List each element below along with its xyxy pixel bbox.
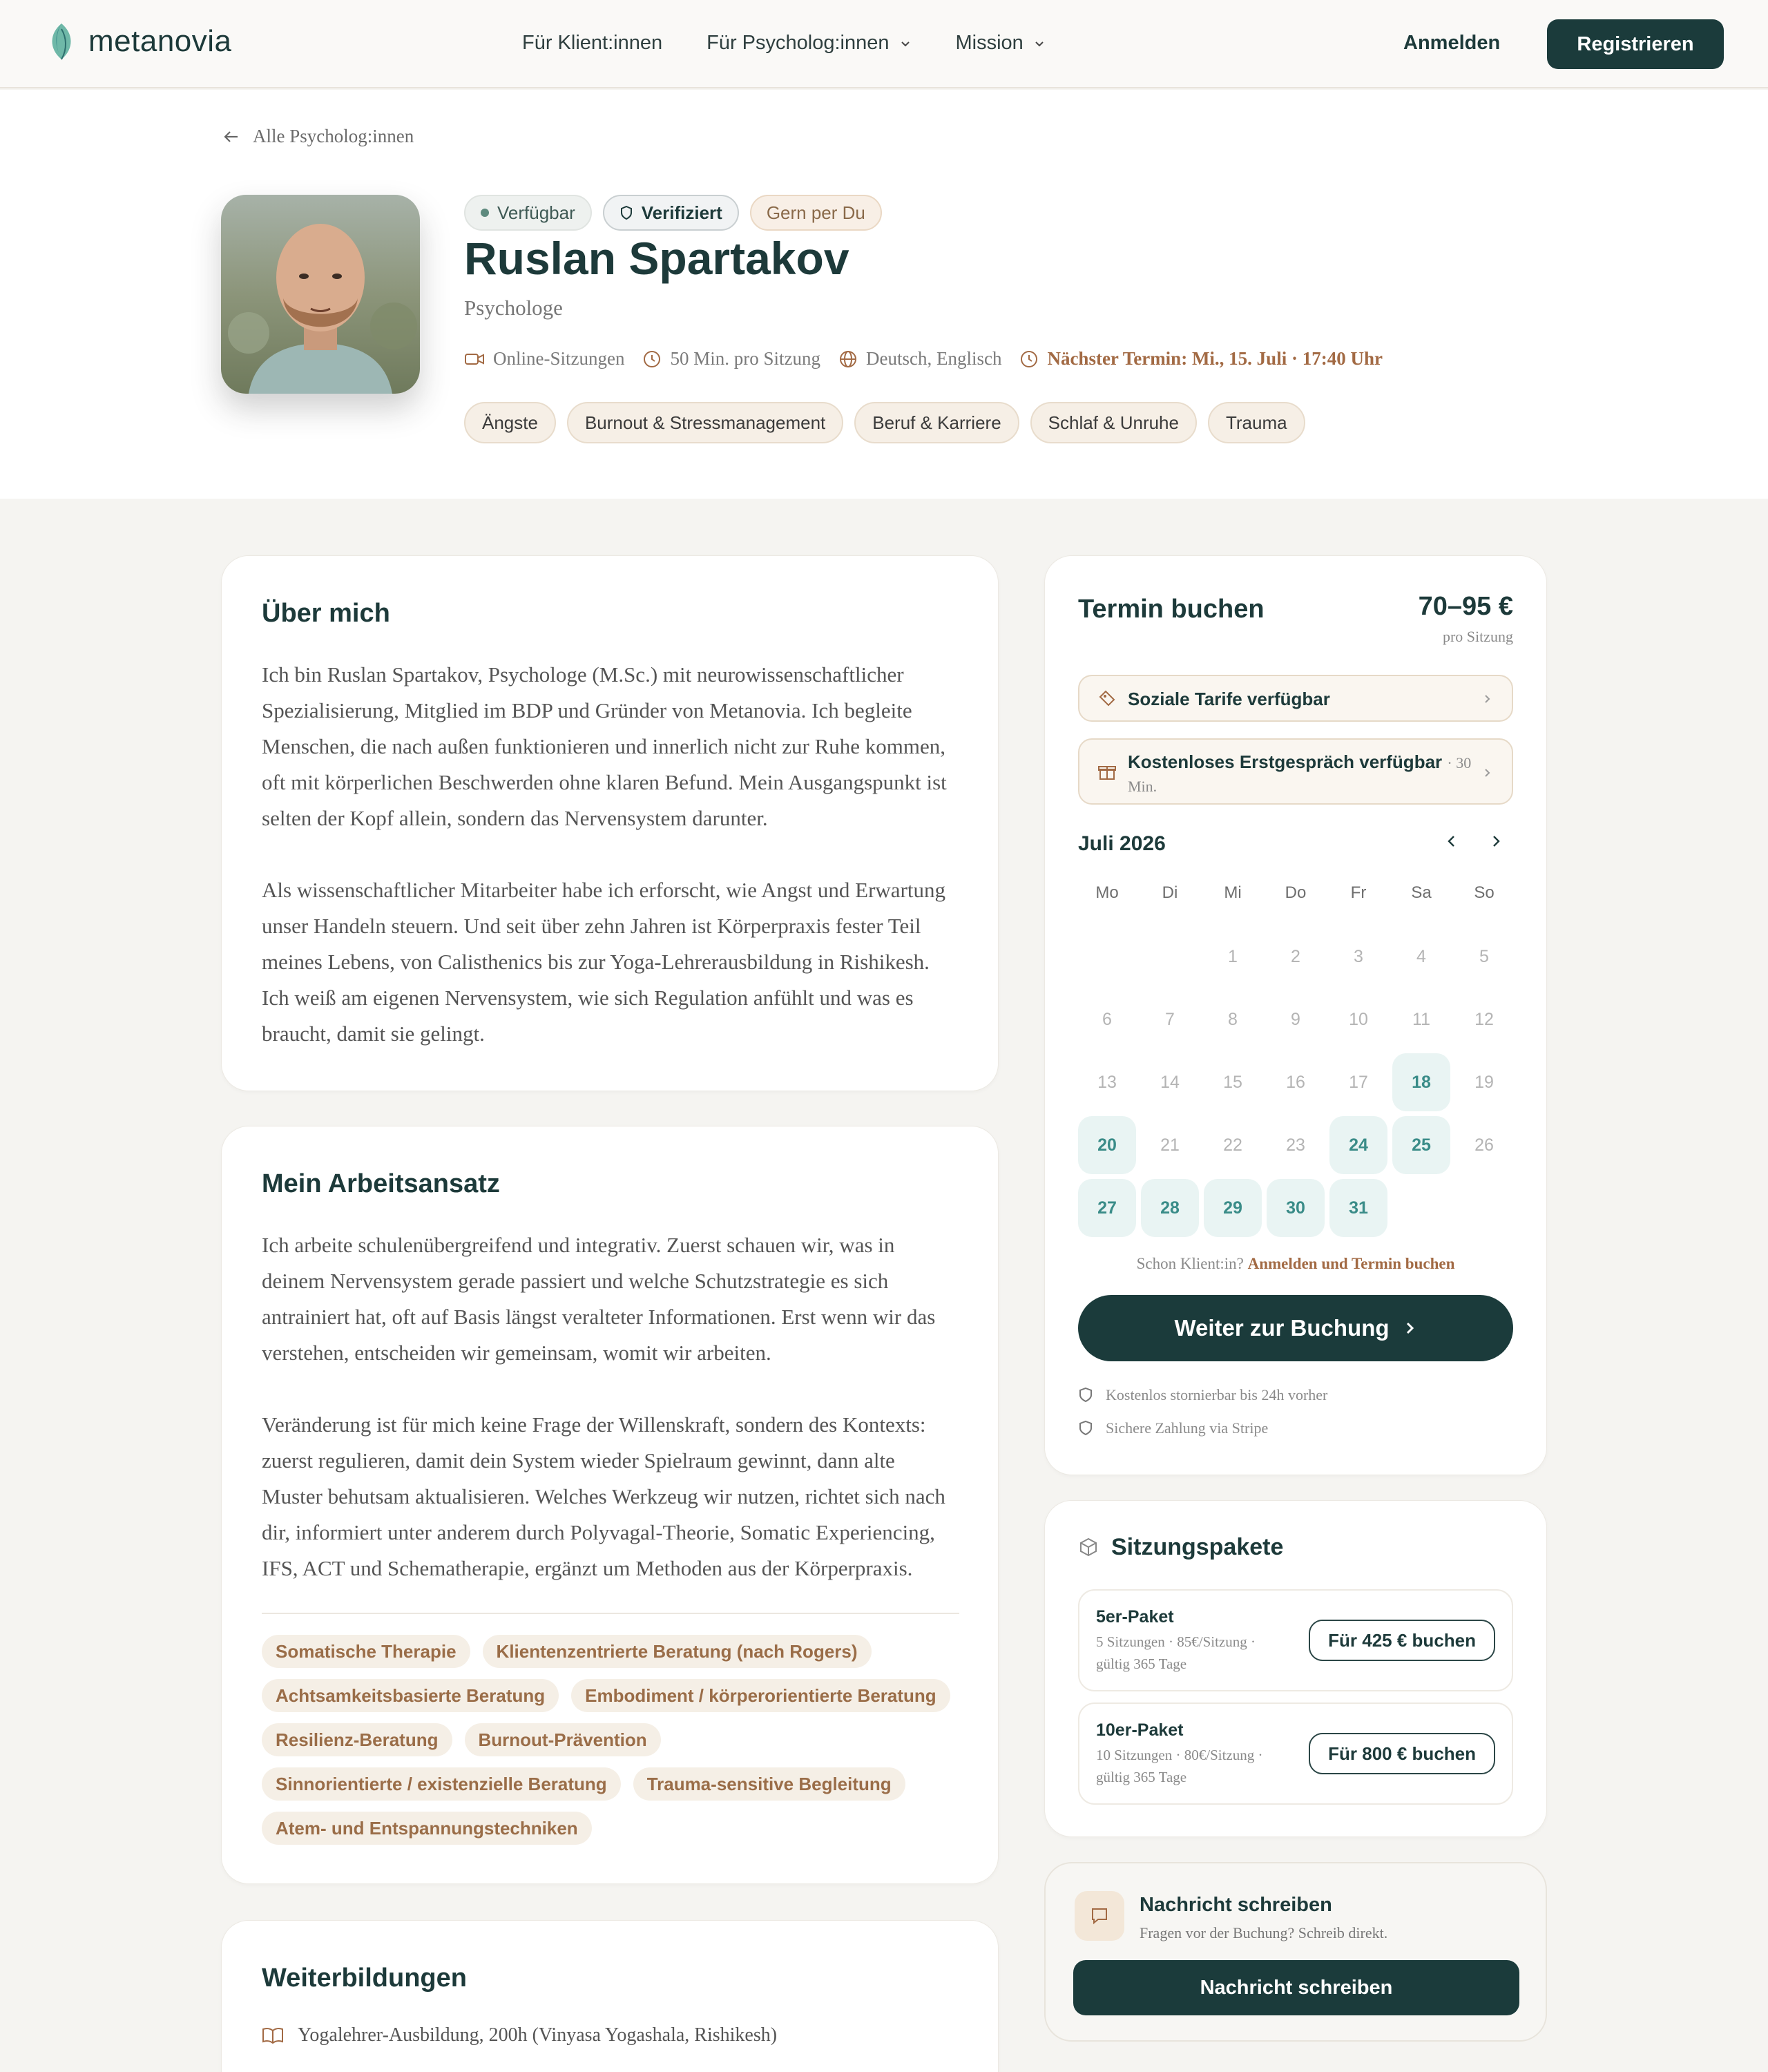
calendar-month: Juli 2026 [1078,832,1166,855]
section-title: Über mich [262,599,390,628]
chevron-right-icon[interactable] [1486,831,1506,852]
login-link[interactable]: Anmelden [1403,32,1501,54]
calendar-day: 6 [1102,1009,1112,1029]
calendar-day-available[interactable]: 31 [1329,1179,1387,1237]
meta-next-appointment [1019,348,1383,370]
main-nav [522,32,1046,55]
logo-text: metanovia [88,24,232,58]
nav-item-mission[interactable] [956,32,1046,55]
free-call-row[interactable] [1078,738,1513,805]
calendar-day-available[interactable]: 20 [1078,1116,1136,1174]
chat-icon [1075,1891,1124,1941]
clock-icon [642,349,662,369]
book-icon [262,2026,284,2044]
calendar-day: 10 [1349,1009,1368,1029]
about-card [221,555,999,1091]
weekday-label: Sa [1411,883,1432,902]
badge-label: Verfügbar [497,202,575,223]
calendar-day: 19 [1474,1072,1494,1092]
method-chip: Burnout-Prävention [465,1723,661,1756]
price: 70–95 € [1418,592,1513,621]
weekday-label: Do [1285,883,1307,902]
calendar-day: 17 [1349,1072,1368,1092]
meta-format [464,348,624,370]
about-paragraph: Als wissenschaftlicher Mitarbeiter habe ich erforscht, wie Angst und Erwartung unser Handeln steuern. Und seit über zehn Jahren ist Körperpraxis fester Teil meines Lebens, von Calisthenics bis zur Yoga-Lehrerausbildung in Rishikesh. Ich weiß am eigenen Nervensystem, wie sich Regulation anfühlt und was es braucht, damit sie gelingt. [262,878,945,1046]
offer-label: Soziale Tarife verfügbar [1128,689,1330,709]
book-package-button[interactable]: Für 425 € buchen [1309,1620,1495,1661]
page-title: Ruslan Spartakov [464,233,849,284]
back-link[interactable] [222,126,414,147]
training-item [262,2024,777,2046]
top-navigation [0,0,1768,88]
back-label: Alle Psycholog:innen [253,126,414,146]
nav-label: Für Psycholog:innen [707,32,890,54]
status-badges [464,195,882,231]
calendar-day: 5 [1479,946,1489,966]
meta-label: 50 Min. pro Sitzung [670,348,820,369]
calendar-day: 16 [1286,1072,1305,1092]
weekday-label: Fr [1350,883,1367,902]
message-subtitle: Fragen vor der Buchung? Schreib direkt. [1140,1924,1388,1941]
topic-tag: Trauma [1208,402,1305,443]
package-item [1078,1702,1513,1805]
du-badge [750,195,882,231]
method-chip: Resilienz-Beratung [262,1723,452,1756]
section-title: Weiterbildungen [262,1964,467,1993]
status-dot-icon [481,209,489,217]
badge-label: Gern per Du [766,202,865,223]
booking-card [1044,555,1547,1475]
weekday-label: Mo [1095,883,1119,902]
book-package-button[interactable]: Für 800 € buchen [1309,1733,1495,1774]
gift-icon [1097,762,1117,781]
verified-badge [603,195,739,231]
calendar-day: 4 [1416,946,1426,966]
calendar-day: 12 [1474,1009,1494,1029]
login-book-link[interactable]: Anmelden und Termin buchen [1247,1255,1455,1272]
logo[interactable] [46,21,232,62]
method-chip: Trauma-sensitive Begleitung [633,1767,905,1801]
weekday-label: Mi [1224,883,1242,902]
calendar-day: 7 [1165,1009,1175,1029]
note-label: Sichere Zahlung via Stripe [1106,1419,1269,1437]
calendar-day-available[interactable]: 28 [1141,1179,1199,1237]
calendar-day: 1 [1228,946,1238,966]
calendar-day: 21 [1160,1135,1180,1155]
ticket-icon [1097,689,1117,708]
section-title: Mein Arbeitsansatz [262,1169,500,1198]
method-chip: Somatische Therapie [262,1635,470,1668]
free-call-duration: · 30 [1447,754,1472,771]
arrow-left-icon [222,128,240,146]
chevron-down-icon [1033,37,1046,50]
badge-label: Verifiziert [641,202,722,223]
note-label: Kostenlos stornierbar bis 24h vorher [1106,1386,1328,1403]
nav-label: Für Klient:innen [522,32,663,54]
package-icon [1078,1537,1099,1557]
calendar-day: 9 [1291,1009,1300,1029]
already-client-note [1045,1255,1546,1273]
globe-icon [838,349,858,369]
meta-label: Deutsch, Englisch [865,348,1002,369]
method-chip: Achtsamkeitsbasierte Beratung [262,1679,559,1712]
topic-tags [464,402,1305,443]
package-item [1078,1589,1513,1691]
payment-note [1078,1419,1268,1437]
clock-icon [1019,349,1039,369]
package-name: 10er-Paket [1096,1720,1184,1740]
free-call-label: Kostenloses Erstgespräch verfügbar [1128,751,1443,772]
social-tariff-row[interactable] [1078,675,1513,722]
training-label: Yogalehrer-Ausbildung, 200h (Vinyasa Yogashala, Rishikesh) [298,2024,778,2046]
free-call-unit: Min. [1128,778,1157,795]
nav-item-clients[interactable] [522,32,662,55]
approach-card [221,1126,999,1884]
chevron-right-icon [1481,767,1492,778]
calendar-day: 14 [1160,1072,1180,1092]
nav-item-psychologists[interactable] [707,32,911,55]
about-paragraph: Ich bin Ruslan Spartakov, Psychologe (M.Sc.) mit neurowissenschaftlicher Spezialisierung, Mitglied im BDP und Gründer von Metanovia. Ich begleite Menschen, die nach außen funktionieren und innerlich nicht zur Ruhe kommen, oft mit körperlichen Beschwerden ohne klaren Befund. Mein Ausgangspunkt ist selten der Kopf allein, sondern das Nervensystem darunter. [262,662,947,830]
approach-paragraph: Ich arbeite schulenübergreifend und integrativ. Zuerst schauen wir, was in deinem Nervensystem gerade passiert und welche Schutzstrategie es sich antrainiert hat, oft auf Basis längst veralteter Informationen. Erst wenn wir das verstehen, entscheiden wir gemeinsam, womit wir arbeiten. [262,1233,936,1365]
topic-tag: Burnout & Stressmanagement [567,402,843,443]
method-chip: Klientenzentrierte Beratung (nach Rogers) [483,1635,872,1668]
chevron-down-icon [899,37,912,50]
register-button[interactable]: Registrieren [1547,19,1724,69]
topic-tag: Schlaf & Unruhe [1030,402,1197,443]
package-desc: 10 Sitzungen · 80€/Sitzung · gültig 365 Tage [1096,1747,1263,1785]
calendar-day: 11 [1412,1009,1430,1029]
calendar-day: 13 [1097,1072,1117,1092]
package-desc: 5 Sitzungen · 85€/Sitzung · gültig 365 Tage [1096,1633,1256,1672]
methods-list [262,1635,966,1845]
profile-meta [464,348,1383,370]
calendar-day: 3 [1354,946,1363,966]
divider [262,1613,959,1614]
calendar-day-available[interactable]: 18 [1392,1053,1450,1111]
training-card [221,1920,999,2072]
price-unit: pro Sitzung [1442,628,1513,645]
already-label: Schon Klient:in? [1136,1255,1244,1272]
avatar [221,195,420,394]
offer-label [1128,751,1487,798]
write-message-button[interactable]: Nachricht schreiben [1073,1960,1519,2015]
cta-label: Weiter zur Buchung [1174,1315,1390,1341]
section-title: Termin buchen [1078,595,1265,624]
chevron-left-icon[interactable] [1441,831,1462,852]
message-card [1044,1862,1547,2042]
calendar-day-available[interactable]: 29 [1204,1179,1262,1237]
profile-hero [0,90,1768,499]
calendar-day-available[interactable]: 30 [1267,1179,1325,1237]
meta-languages [838,348,1001,370]
method-chip: Atem- und Entspannungstechniken [262,1812,592,1845]
calendar-day: 2 [1291,946,1300,966]
meta-duration [642,348,820,370]
chevron-right-icon [1481,693,1492,704]
meta-label: Nächster Termin: Mi., 15. Juli · 17:40 Uhr [1047,348,1383,369]
profile-role: Psychologe [464,296,563,320]
calendar-day-available[interactable]: 25 [1392,1116,1450,1174]
calendar-day: 22 [1223,1135,1242,1155]
calendar-day-available[interactable]: 27 [1078,1179,1136,1237]
package-name: 5er-Paket [1096,1607,1174,1627]
calendar-day: 8 [1228,1009,1238,1029]
weekday-label: So [1474,883,1495,902]
shield-icon [1078,1420,1093,1437]
meta-label: Online-Sitzungen [493,348,625,369]
cancellation-note [1078,1386,1327,1404]
section-title: Sitzungspakete [1111,1534,1284,1560]
approach-paragraph: Veränderung ist für mich keine Frage der Willenskraft, sondern des Kontexts: zuerst regulieren, damit dein System wieder Spielraum gewinnt, dann alte Muster behutsam aktualisieren. Welches Werkzeug wir nutzen, richtet sich nach dir, informiert unter anderem durch Polyvagal-Theorie, Somatic Experiencing, IFS, ACT und Schematherapie, ergänzt um Methoden aus der Körperpraxis. [262,1412,945,1580]
nav-label: Mission [955,32,1024,54]
calendar-day: 23 [1286,1135,1305,1155]
leaf-logo-icon [46,21,77,62]
method-chip: Sinnorientierte / existenzielle Beratung [262,1767,621,1801]
topic-tag: Ängste [464,402,556,443]
continue-booking-button[interactable] [1078,1295,1513,1361]
calendar-day: 26 [1474,1135,1494,1155]
method-chip: Embodiment / körperorientierte Beratung [571,1679,950,1712]
message-title: Nachricht schreiben [1140,1894,1332,1916]
packages-card [1044,1500,1547,1837]
topic-tag: Beruf & Karriere [854,402,1019,443]
available-badge [464,195,592,231]
chevron-right-icon [1403,1320,1417,1336]
shield-icon [619,205,633,220]
calendar-day: 15 [1223,1072,1242,1092]
calendar-day-available[interactable]: 24 [1329,1116,1387,1174]
video-icon [464,352,485,367]
weekday-label: Di [1162,883,1178,902]
shield-icon [1078,1387,1093,1403]
